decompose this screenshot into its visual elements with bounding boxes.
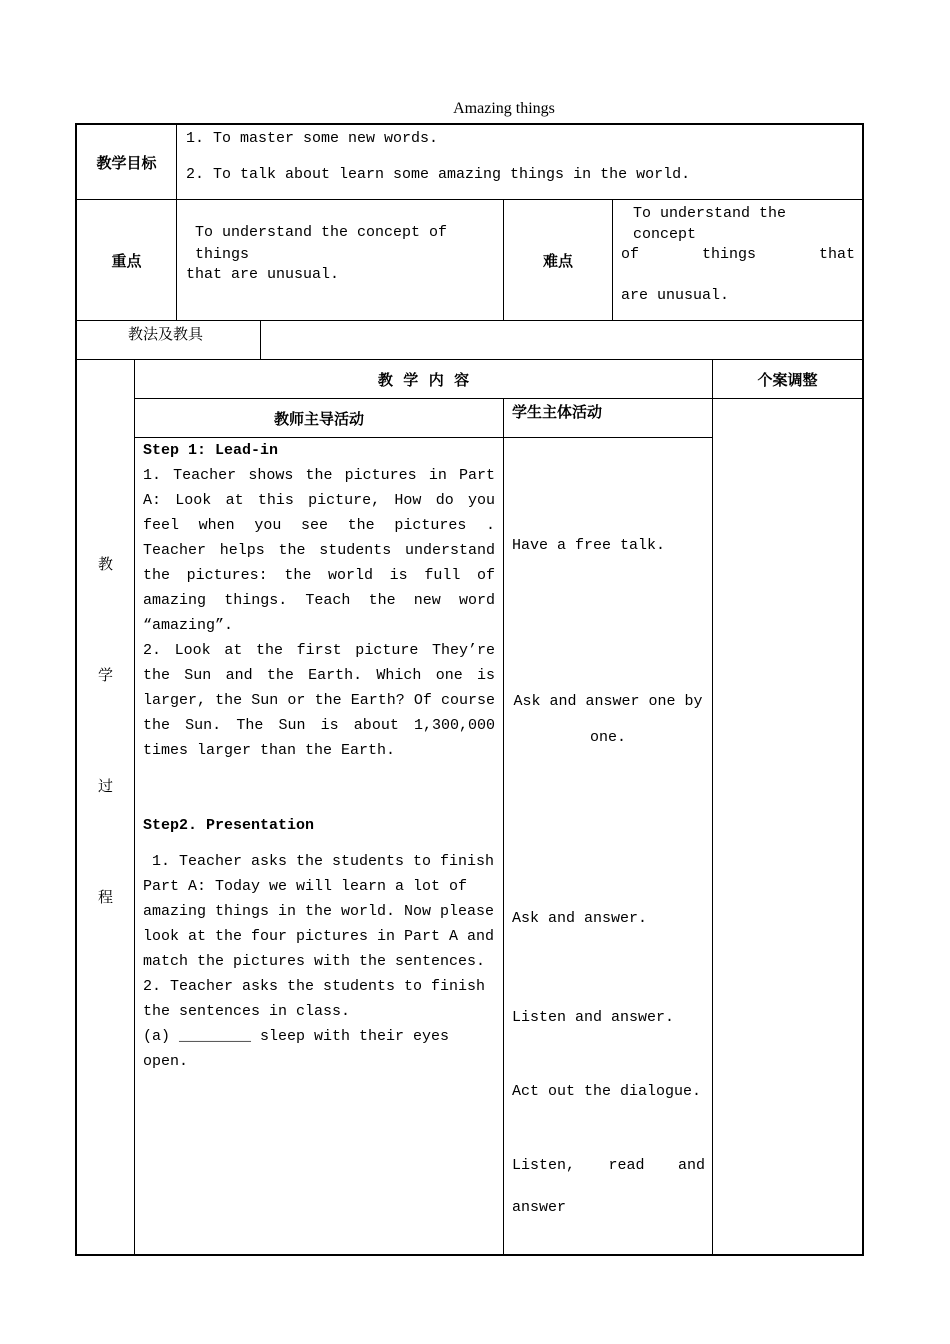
student-activity: Ask and answer. [512, 910, 648, 927]
step2-line: amazing things in the world. Now please [143, 903, 495, 920]
student-activity [512, 692, 704, 748]
student-activity [512, 1156, 705, 1218]
difficulty-word: things [701, 246, 756, 263]
student-activity-line: answer [512, 1199, 567, 1216]
difficulty-line: are unusual. [621, 287, 730, 304]
process-char: 过 [97, 777, 113, 795]
objective-item: 1. To master some new words. [186, 130, 439, 147]
key-point-line: that are unusual. [186, 266, 340, 283]
step1-paragraph: 1. Teacher shows the pictures in Part A: Look at this picture, How do you feel when you see the pictures . Teacher helps the students understand the pictures: the world is full of amazing things. Teach the new word “amazing”. [143, 467, 495, 634]
step2-line: 2. Teacher asks the students to finish [143, 978, 486, 995]
step1-paragraph: 2. Look at the first picture They’re the Sun and the Earth. Which one is larger, the Sun or the Earth? Of course the Sun. The Sun is about 1,300,000 times larger than the Earth. [143, 642, 495, 759]
student-word: read [608, 1157, 645, 1174]
difficulty-label: 难点 [542, 251, 573, 270]
step2-line: (a) ________ sleep with their eyes open. [143, 1028, 450, 1070]
difficulty-line [621, 244, 855, 285]
student-activity-line: Ask and answer one by [513, 693, 703, 710]
step2-line: match the pictures with the sentences. [143, 953, 486, 970]
student-activity-line: one. [589, 729, 626, 746]
document-title: Amazing things [453, 100, 555, 117]
step2-line: 1. Teacher asks the students to finish [143, 853, 495, 870]
process-char: 教 [97, 555, 113, 573]
key-point-text [186, 222, 496, 286]
step1-title: Step 1: Lead-in [143, 442, 279, 459]
student-word: Listen, [512, 1157, 576, 1174]
step2-line: look at the four pictures in Part A and [143, 928, 495, 945]
process-char: 学 [97, 666, 113, 684]
objectives-label: 教学目标 [96, 153, 157, 172]
difficulty-word: of [621, 246, 640, 263]
adjust-header: 个案调整 [757, 370, 818, 389]
difficulty-text [621, 203, 855, 306]
step2-line: Part A: Today we will learn a lot of [143, 878, 468, 895]
difficulty-line: To understand the concept [633, 205, 787, 243]
process-char: 程 [97, 888, 113, 906]
step2-line: the sentences in class. [143, 1003, 351, 1020]
student-header: 学生主体活动 [512, 403, 603, 421]
student-activity: Have a free talk. [512, 537, 666, 554]
student-activity: Listen and answer. [512, 1009, 675, 1026]
content-header: 教 学 内 容 [377, 370, 470, 389]
methods-label: 教法及教具 [128, 325, 204, 343]
teacher-activities [143, 438, 495, 1074]
teacher-header: 教师主导活动 [273, 409, 364, 428]
student-activity-line [512, 1156, 705, 1198]
key-point-line: To understand the concept of things [195, 224, 448, 263]
step2-title: Step2. Presentation [143, 817, 315, 834]
student-word: and [677, 1157, 705, 1174]
student-activity: Act out the dialogue. [512, 1083, 702, 1100]
difficulty-word: that [818, 246, 855, 263]
objectives-list [186, 129, 856, 185]
objective-item: 2. To talk about learn some amazing things in the world. [186, 166, 691, 183]
key-point-label: 重点 [111, 251, 142, 270]
